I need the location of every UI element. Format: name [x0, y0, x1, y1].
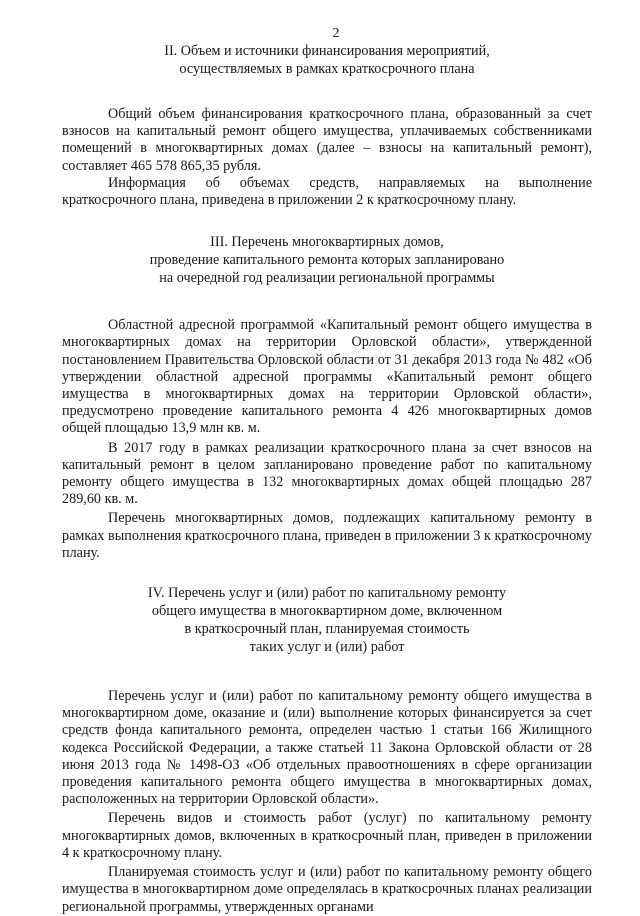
section-3-title-line: на очередной год реализации региональной программы	[159, 270, 495, 287]
section-2-paragraph: Информация об объемах средств, направляемых на выполнение краткосрочного плана, приведена в приложении 2 к краткосрочному плану.	[62, 174, 592, 209]
section-2-paragraph: Общий объем финансирования краткосрочного плана, образованный за счет взносов на капитальный ремонт общего имущества, уплачиваемых собственниками помещений в многоквартирных домах (далее – взносы на капитальный ремонт), составляет 465 578 865,35 рубля.	[62, 106, 592, 174]
section-2-title-line: осуществляемых в рамках краткосрочного плана	[179, 61, 475, 77]
section-4-title-line: общего имущества в многоквартирном доме, включенном	[151, 603, 503, 620]
section-4-paragraph: Перечень услуг и (или) работ по капитальному ремонту общего имущества в многоквартирном доме, оказание и (или) выполнение которых финансируется за счет средств фонда капитального ремонта, определен частью 1 статьи 166 Жилищного кодекса Российской Федерации, а также статьей 11 Закона Орловской области от 28 июня 2013 года № 1498-ОЗ «Об отдельных правоотношениях в сфере организации проведения капитального ремонта общего имущества в многоквартирных домах, расположенных на территории Орловской области».	[62, 688, 592, 808]
section-4-title-line: IV. Перечень услуг и (или) работ по капитальному ремонту	[147, 585, 507, 602]
section-3-heading	[62, 233, 592, 287]
section-3-title-line: III. Перечень многоквартирных домов,	[210, 234, 444, 251]
section-4-paragraph: Перечень видов и стоимость работ (услуг) по капитальному ремонту многоквартирных домов, включенных в краткосрочный план, приведен в приложении 4 к краткосрочному плану.	[62, 810, 592, 861]
section-3-paragraph: Перечень многоквартирных домов, подлежащих капитальному ремонту в рамках выполнения краткосрочного плана, приведен в приложении 3 к краткосрочному плану.	[62, 510, 592, 561]
section-3-paragraph: В 2017 году в рамках реализации краткосрочного плана за счет взносов на капитальный ремонт в целом запланировано проведение работ по капитальному ремонту общего имущества в 132 многоквартирных домах общей площадью 287 289,60 кв. м.	[62, 439, 592, 508]
section-2-heading	[62, 42, 592, 78]
section-4-paragraph: Планируемая стоимость услуг и (или) работ по капитальному ремонту общего имущества в многоквартирном доме определялась в краткосрочных планах реализации региональной программы, утвержденных органами	[62, 864, 592, 915]
section-4-heading	[62, 584, 592, 656]
section-4-title-line: таких услуг и (или) работ	[249, 639, 405, 656]
page-number: 2	[332, 26, 340, 41]
section-4-title-line: в краткосрочный план, планируемая стоимость	[184, 621, 470, 638]
section-2-title-line: II. Объем и источники финансирования мероприятий,	[164, 43, 490, 59]
section-3-paragraph: Областной адресной программой «Капитальный ремонт общего имущества в многоквартирных домах на территории Орловской области», утвержденной постановлением Правительства Орловской области от 31 декабря 2013 года № 482 «Об утверждении областной адресной программы «Капитальный ремонт общего имущества в многоквартирных домах на территории Орловской области», предусмотрено проведение капитального ремонта 4 426 многоквартирных домов общей площадью 13,9 млн кв. м.	[62, 317, 592, 437]
section-3-title-line: проведение капитального ремонта которых запланировано	[149, 252, 505, 269]
